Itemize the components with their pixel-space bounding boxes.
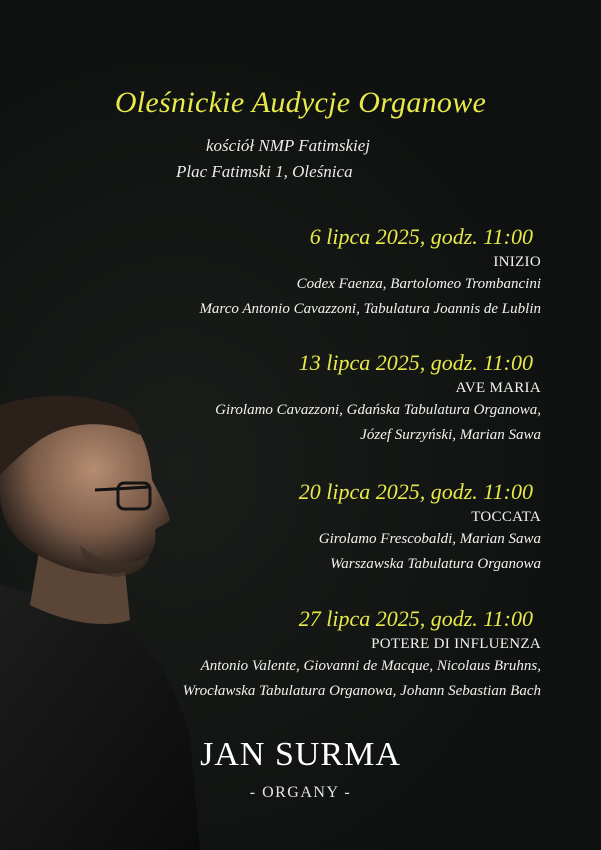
concert-entry <box>101 224 541 322</box>
program-line: Antonio Valente, Giovanni de Macque, Nicolaus Bruhns, <box>200 658 541 674</box>
concert-entry <box>101 606 541 704</box>
concert-date: 20 lipca 2025, godz. 11:00 <box>298 479 533 504</box>
concert-title: POTERE DI INFLUENZA <box>371 636 541 652</box>
venue-address: Plac Fatimski 1, Oleśnica <box>176 162 353 181</box>
program-line: Wrocławska Tabulatura Organowa, Johann Sebastian Bach <box>182 683 541 699</box>
concert-entry <box>101 350 541 448</box>
concert-title: INIZIO <box>493 254 541 270</box>
concert-date: 6 lipca 2025, godz. 11:00 <box>309 224 533 249</box>
concert-entry <box>101 479 541 577</box>
concert-date: 13 lipca 2025, godz. 11:00 <box>298 350 533 375</box>
program-line: Codex Faenza, Bartolomeo Trombancini <box>296 276 541 292</box>
performer-name: JAN SURMA <box>200 736 401 773</box>
concert-title: AVE MARIA <box>455 380 541 396</box>
poster-title: Oleśnickie Audycje Organowe <box>114 86 487 119</box>
performer-instrument: - ORGANY - <box>249 784 352 801</box>
concert-title: TOCCATA <box>471 509 541 525</box>
program-line: Girolamo Frescobaldi, Marian Sawa <box>318 531 541 547</box>
venue-name: kościół NMP Fatimskiej <box>206 136 370 155</box>
program-line: Józef Surzyński, Marian Sawa <box>360 427 541 443</box>
concert-date: 27 lipca 2025, godz. 11:00 <box>298 606 533 631</box>
program-line: Warszawska Tabulatura Organowa <box>330 556 541 572</box>
program-line: Girolamo Cavazzoni, Gdańska Tabulatura Organowa, <box>215 402 541 418</box>
program-line: Marco Antonio Cavazzoni, Tabulatura Joannis de Lublin <box>199 301 541 317</box>
